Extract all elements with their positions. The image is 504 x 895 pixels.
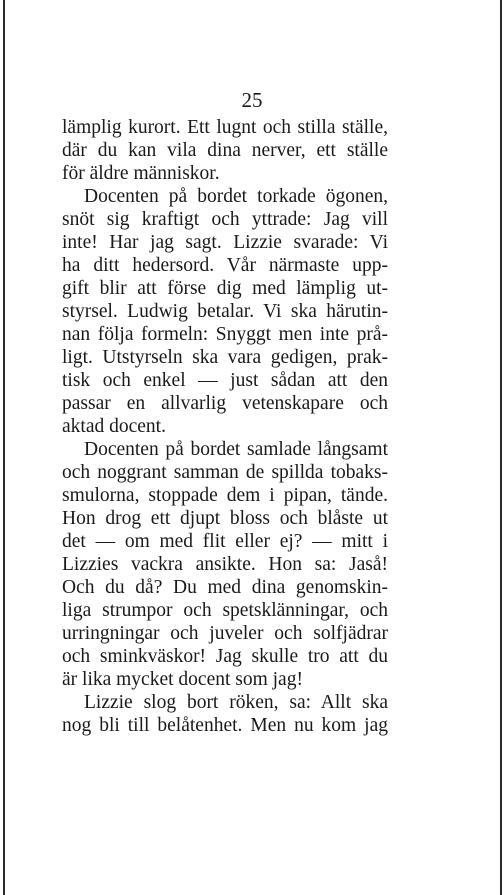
- text-line: Lizzie slog bort röken, sa: Allt ska: [84, 692, 388, 713]
- text-line: nog bli till belåtenhet. Men nu kom jag: [62, 715, 388, 736]
- text-line: Docenten på bordet torkade ögonen,: [84, 186, 388, 207]
- text-line: tisk och enkel — just sådan att den: [62, 370, 388, 391]
- text-line: lämplig kurort. Ett lugnt och stilla ställe,: [62, 117, 388, 138]
- text-line: nan följa formeln: Snyggt men inte prå-: [62, 324, 388, 345]
- text-line: ha ditt hedersord. Vår närmaste upp-: [62, 255, 388, 276]
- text-line: Lizzies vackra ansikte. Hon sa: Jaså!: [62, 554, 388, 575]
- text-line: aktad docent.: [62, 416, 166, 437]
- text-line: smulorna, stoppade dem i pipan, tände.: [62, 485, 388, 506]
- page-edge-right: [500, 0, 502, 895]
- text-line: för äldre människor.: [62, 163, 220, 184]
- body-text: [62, 116, 388, 737]
- page-number: 25: [241, 88, 263, 112]
- text-line: där du kan vila dina nerver, ett ställe: [62, 140, 388, 161]
- text-line: Hon drog ett djupt bloss och blåste ut: [62, 508, 388, 529]
- text-line: är lika mycket docent som jag!: [62, 669, 303, 690]
- text-line: ligt. Utstyrseln ska vara gedigen, prak-: [62, 347, 388, 368]
- text-line: det — om med flit eller ej? — mitt i: [62, 531, 388, 552]
- text-line: Och du då? Du med dina genomskin-: [62, 577, 388, 598]
- text-line: Docenten på bordet samlade långsamt: [84, 439, 388, 460]
- text-line: snöt sig kraftigt och yttrade: Jag vill: [62, 209, 388, 230]
- page-edge-left: [3, 0, 5, 895]
- text-line: liga strumpor och spetsklänningar, och: [62, 600, 388, 621]
- text-line: styrsel. Ludwig betalar. Vi ska härutin-: [62, 301, 388, 322]
- text-line: och noggrant samman de spillda tobaks-: [62, 462, 388, 483]
- text-line: urringningar och juveler och solfjädrar: [62, 623, 388, 644]
- text-line: gift blir att förse dig med lämplig ut-: [62, 278, 388, 299]
- text-line: och sminkväskor! Jag skulle tro att du: [62, 646, 388, 667]
- text-line: passar en allvarlig vetenskapare och: [62, 393, 388, 414]
- text-line: inte! Har jag sagt. Lizzie svarade: Vi: [62, 232, 388, 253]
